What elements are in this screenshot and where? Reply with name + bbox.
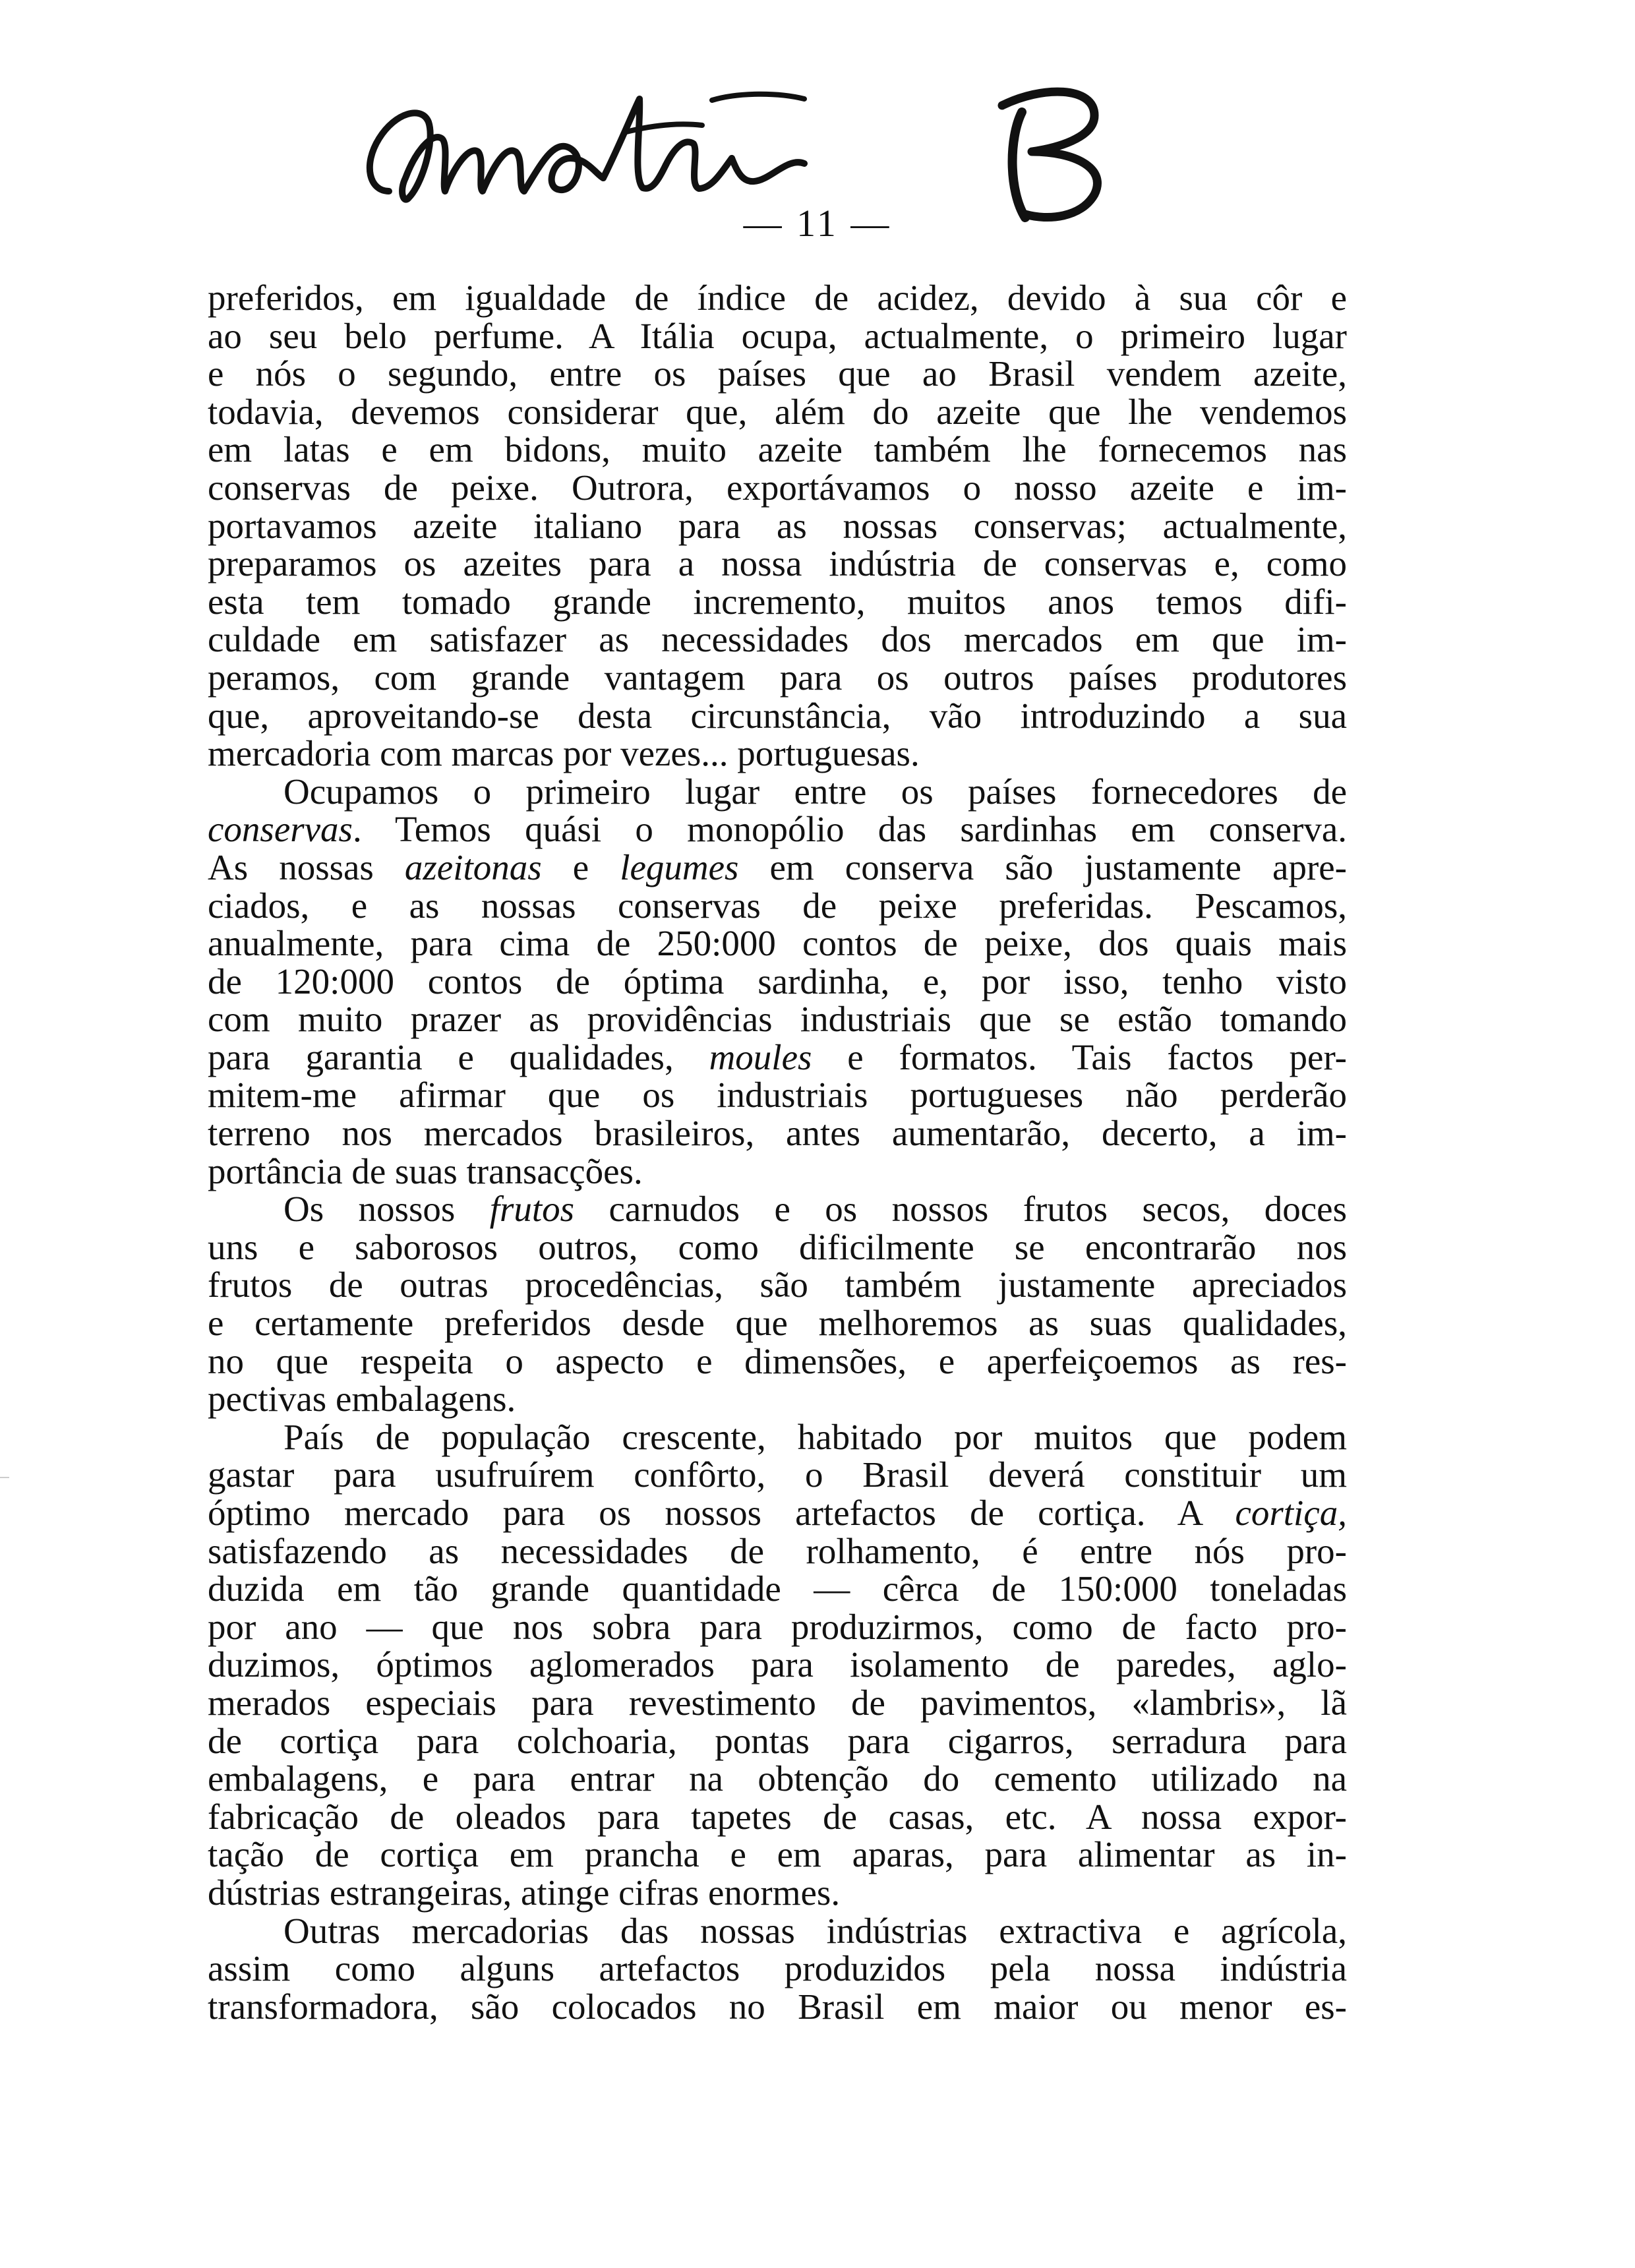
text-run: e certamente preferidos desde que melhoremos as suas qualidades, (208, 1303, 1347, 1344)
text-run: peramos, com grande vantagem para os outros países produtores (208, 657, 1347, 698)
text-run: duzimos, óptimos aglomerados para isolamento de paredes, aglo- (208, 1644, 1347, 1685)
text-run: fabricação de oleados para tapetes de casas, etc. A nossa expor- (208, 1796, 1347, 1837)
text-line (208, 620, 1347, 659)
emphasized-term: conservas (208, 809, 353, 850)
text-run: que, aproveitando-se desta circunstância, vão introduzindo a sua (208, 695, 1347, 736)
text-line (208, 1380, 1347, 1418)
text-run: tação de cortiça em prancha e em aparas, para alimentar as in- (208, 1834, 1347, 1875)
text-run: em conserva são justamente apre- (738, 847, 1347, 887)
text-line (208, 1266, 1347, 1304)
text-run: ao seu belo perfume. A Itália ocupa, actualmente, o primeiro lugar (208, 315, 1347, 356)
text-line (208, 469, 1347, 507)
text-line (208, 697, 1347, 735)
text-line (208, 1076, 1347, 1114)
text-line (208, 1418, 1347, 1456)
text-line (208, 1228, 1347, 1267)
text-line (208, 1038, 1347, 1077)
text-line (208, 887, 1347, 925)
text-run: uns e saborosos outros, como dificilmente se encontrarão nos (208, 1226, 1347, 1267)
text-run: transformadora, são colocados no Brasil em maior ou menor es- (208, 1986, 1347, 2027)
text-run: merados especiais para revestimento de pavimentos, «lambris», lã (208, 1682, 1347, 1723)
text-line (208, 963, 1347, 1001)
text-run: pectivas embalagens. (208, 1379, 516, 1419)
text-line (208, 1988, 1347, 2026)
emphasized-term: cortiça, (1235, 1493, 1347, 1533)
paragraph (208, 1912, 1347, 2026)
text-run: todavia, devemos considerar que, além do azeite que lhe vendemos (208, 391, 1347, 432)
margin-mark (0, 1477, 9, 1478)
text-run: País de população crescente, habitado por muitos que podem (283, 1416, 1347, 1457)
text-run: óptimo mercado para os nossos artefactos de cortiça. A (208, 1493, 1235, 1533)
text-run: As nossas (208, 847, 405, 887)
text-line (208, 734, 1347, 773)
text-line (208, 355, 1347, 393)
text-run: de 120:000 contos de óptima sardinha, e, por isso, tenho visto (208, 961, 1347, 1001)
text-run: Outras mercadorias das nossas indústrias extractiva e agrícola, (283, 1910, 1347, 1951)
text-line (208, 773, 1347, 811)
text-line (208, 1912, 1347, 1950)
text-line (208, 1722, 1347, 1760)
text-run: por ano — que nos sobra para produzirmos, como de facto pro- (208, 1606, 1347, 1647)
text-line (208, 1456, 1347, 1494)
text-line (208, 659, 1347, 697)
text-run: frutos de outras procedências, são também justamente apreciados (208, 1265, 1347, 1305)
text-line (208, 1342, 1347, 1381)
paragraph (208, 279, 1347, 773)
text-run: de cortiça para colchoaria, pontas para cigarros, serradura para (208, 1720, 1347, 1761)
text-line (208, 1190, 1347, 1228)
text-line (208, 924, 1347, 963)
text-run: duzida em tão grande quantidade — cêrca de 150:000 toneladas (208, 1568, 1347, 1609)
text-line (208, 1760, 1347, 1798)
text-line (208, 849, 1347, 887)
text-run: e formatos. Tais factos per- (812, 1036, 1347, 1077)
text-run: ciados, e as nossas conservas de peixe preferidas. Pescamos, (208, 885, 1347, 926)
text-line (208, 1494, 1347, 1532)
text-line (208, 1684, 1347, 1722)
text-run: para garantia e qualidades, (208, 1036, 709, 1077)
text-line (208, 1152, 1347, 1191)
text-run: mercadoria com marcas por vezes... portuguesas. (208, 733, 920, 774)
text-line (208, 1304, 1347, 1342)
text-run: preparamos os azeites para a nossa indústria de conservas e, como (208, 543, 1347, 584)
text-line (208, 1532, 1347, 1570)
text-run: gastar para usufruírem confôrto, o Brasil deverá constituir um (208, 1454, 1347, 1495)
text-line (208, 1114, 1347, 1152)
text-run: portância de suas transacções. (208, 1150, 643, 1191)
text-line (208, 431, 1347, 469)
text-run: terreno nos mercados brasileiros, antes aumentarão, decerto, a im- (208, 1113, 1347, 1154)
text-line (208, 507, 1347, 545)
emphasized-term: frutos (489, 1189, 575, 1230)
emphasized-term: legumes (620, 847, 739, 887)
paragraph (208, 1418, 1347, 1912)
paragraph (208, 1190, 1347, 1418)
text-line (208, 1950, 1347, 1988)
text-line (208, 279, 1347, 317)
emphasized-term: moules (709, 1036, 812, 1077)
text-run: carnudos e os nossos frutos secos, doces (574, 1189, 1347, 1230)
text-run: em latas e em bidons, muito azeite também lhe fornecemos nas (208, 429, 1347, 470)
text-line (208, 393, 1347, 431)
text-line (208, 545, 1347, 583)
text-run: . Temos quási o monopólio das sardinhas em conserva. (352, 809, 1347, 850)
text-run: embalagens, e para entrar na obtenção do cemento utilizado na (208, 1758, 1347, 1799)
paragraph (208, 773, 1347, 1191)
text-line (208, 317, 1347, 355)
body-text (208, 279, 1347, 2025)
text-line (208, 1798, 1347, 1836)
text-line (208, 1874, 1347, 1912)
emphasized-term: azeitonas (404, 847, 542, 887)
text-line (208, 1000, 1347, 1038)
text-line (208, 1570, 1347, 1608)
text-run: conservas de peixe. Outrora, exportávamos o nosso azeite e im- (208, 467, 1347, 508)
text-run: assim como alguns artefactos produzidos pela nossa indústria (208, 1948, 1347, 1989)
text-run: portavamos azeite italiano para as nossas conservas; actualmente, (208, 505, 1347, 546)
text-line (208, 1646, 1347, 1684)
text-run: no que respeita o aspecto e dimensões, e aperfeiçoemos as res- (208, 1340, 1347, 1381)
text-line (208, 1608, 1347, 1646)
text-run: Os nossos (283, 1189, 490, 1230)
text-run: dústrias estrangeiras, atinge cifras enormes. (208, 1872, 841, 1913)
text-line (208, 583, 1347, 621)
text-run: esta tem tomado grande incremento, muitos anos temos difi- (208, 581, 1347, 622)
text-run: e (541, 847, 620, 887)
text-run: com muito prazer as providências industriais que se estão tomando (208, 999, 1347, 1040)
text-line (208, 810, 1347, 849)
text-run: preferidos, em igualdade de índice de acidez, devido à sua côr e (208, 278, 1347, 318)
text-run: satisfazendo as necessidades de rolhamento, é entre nós pro- (208, 1530, 1347, 1571)
text-run: mitem-me afirmar que os industriais portugueses não perderão (208, 1075, 1347, 1116)
text-line (208, 1835, 1347, 1874)
text-run: culdade em satisfazer as necessidades dos mercados em que im- (208, 619, 1347, 660)
text-run: e nós o segundo, entre os países que ao Brasil vendem azeite, (208, 353, 1347, 394)
text-run: Ocupamos o primeiro lugar entre os países fornecedores de (283, 771, 1347, 812)
page-number: — 11 — (743, 202, 892, 245)
text-run: anualmente, para cima de 250:000 contos de peixe, dos quais mais (208, 923, 1347, 964)
